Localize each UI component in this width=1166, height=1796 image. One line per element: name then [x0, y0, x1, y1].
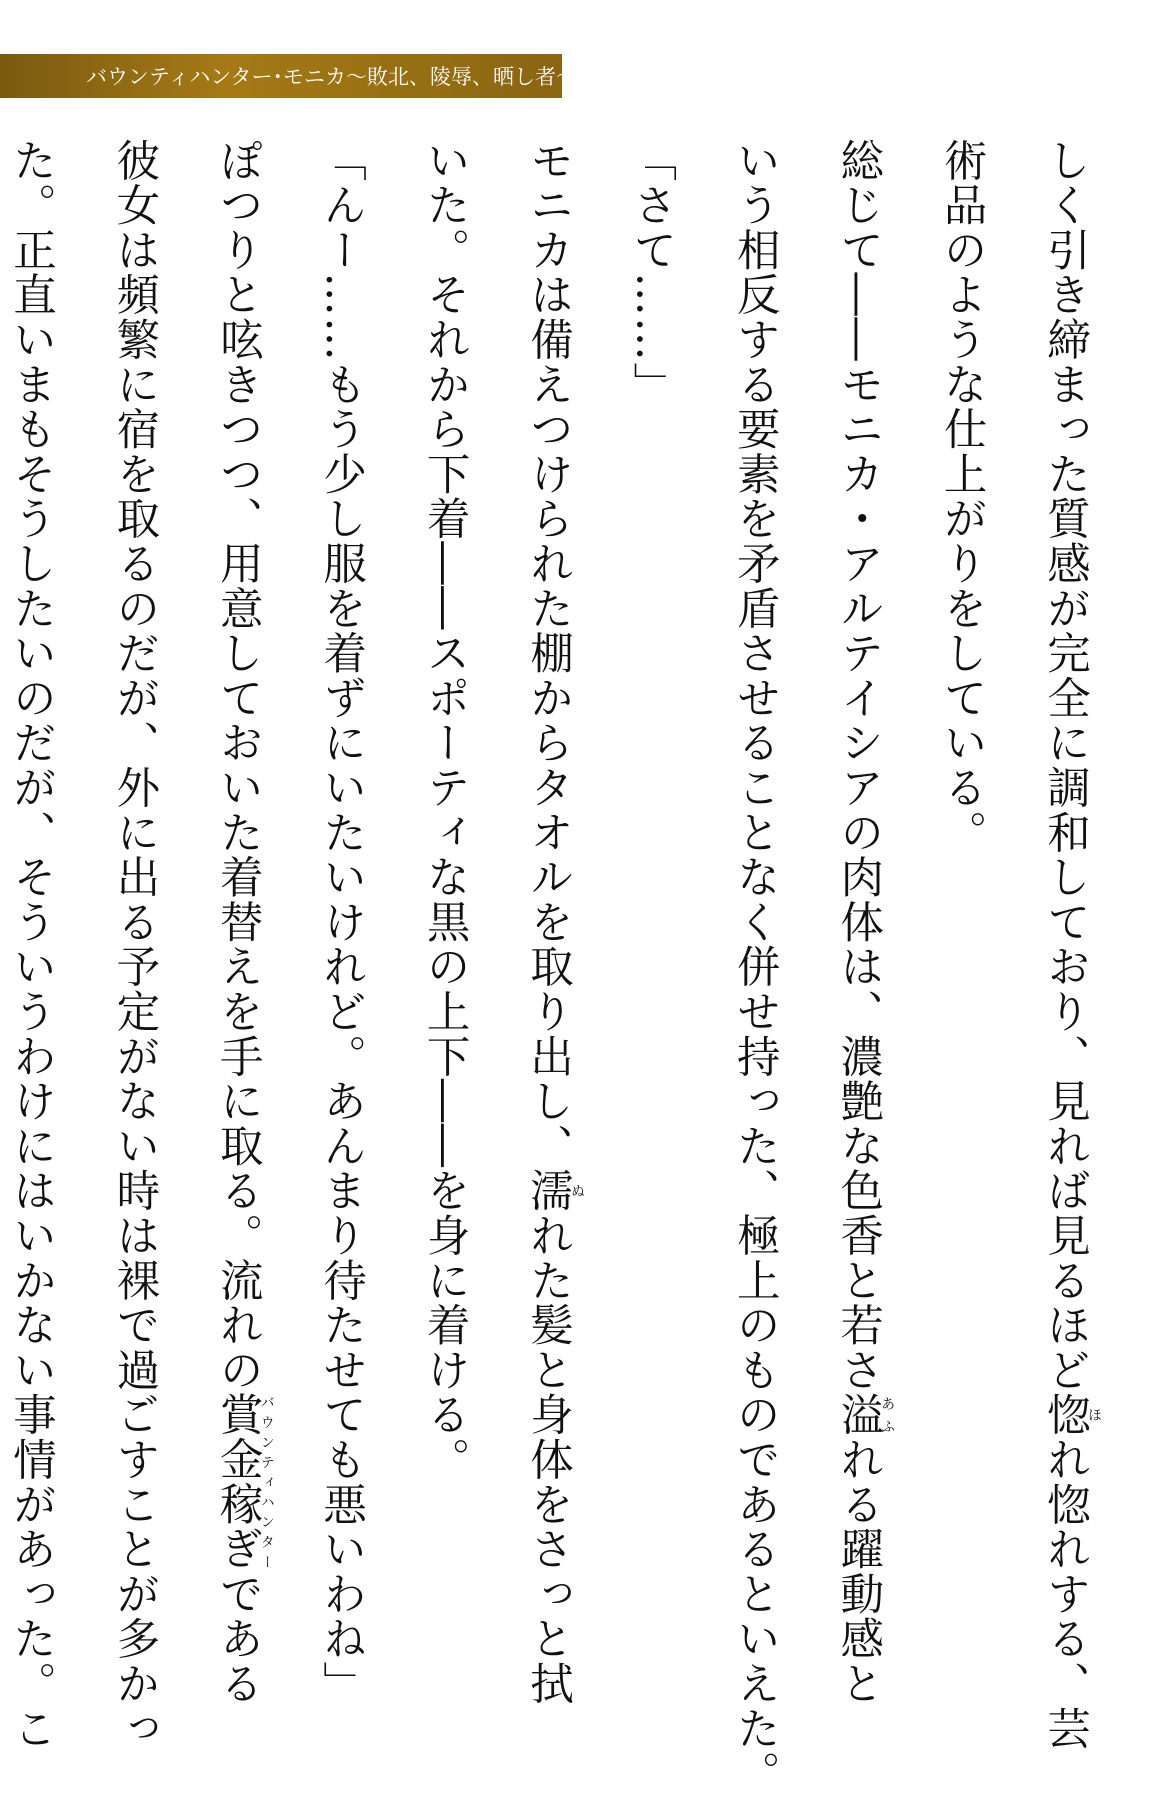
- text-column: [82, 138, 185, 1751]
- text-segment: れる躍動感と: [833, 1437, 884, 1707]
- text-column: [392, 138, 495, 1608]
- text-segment: いた。それから下着――スポーティな黒の上下――を身に着ける。: [419, 138, 470, 1482]
- text-segment: 術品のような仕上がりをしている。: [936, 138, 987, 855]
- text-column: [289, 138, 392, 1706]
- furigana: バウンティハンター: [258, 1392, 275, 1572]
- text-column: [909, 138, 1012, 1608]
- text-segment: モニカは備えつけられた棚からタオルを取り出し、: [522, 138, 573, 1169]
- ruby-base: 惚: [1040, 1392, 1090, 1438]
- furigana: あふ: [879, 1392, 896, 1438]
- text-segment: 総じて――モニカ・アルテイシアの肉体は、濃艶な色香と若さ: [833, 138, 884, 1393]
- text-segment: ぽつりと呟きつつ、用意しておいた着替えを手に取る。流れの: [212, 138, 263, 1393]
- ruby-base: 濡: [522, 1168, 573, 1214]
- text-column: [496, 138, 599, 1707]
- ruby-annotation: [522, 1168, 585, 1214]
- ruby-base: 溢: [833, 1392, 884, 1438]
- text-segment: しく引き締まった質感が完全に調和しており、見れば見るほど: [1040, 138, 1090, 1393]
- text-segment: た。正直いまもそうしたいのだが、そういうわけにはいかない事情があった。こ: [5, 138, 56, 1751]
- text-column: [702, 138, 805, 1796]
- text-segment: 「さて……」: [626, 138, 677, 407]
- text-segment: 「んー……もう少し服を着ずにいたいけれど。あんまり待たせても悪いわね」: [316, 138, 367, 1706]
- text-column: [0, 138, 82, 1751]
- text-column: [806, 138, 909, 1707]
- furigana: ほ: [1086, 1392, 1102, 1438]
- text-column: [599, 138, 702, 1608]
- ruby-annotation: [833, 1392, 896, 1438]
- text-segment: いう相反する要素を矛盾させることなく併せ持った、極上のものであるといえた。: [729, 138, 780, 1796]
- text-segment: れ惚れする、芸: [1040, 1437, 1090, 1751]
- text-column: [185, 138, 288, 1707]
- furigana: ぬ: [568, 1168, 585, 1214]
- text-segment: である: [212, 1571, 263, 1707]
- text-segment: 彼女は頻繁に宿を取るのだが、外に出る予定がない時は裸で過ごすことが多かっ: [109, 138, 160, 1751]
- ruby-base: 賞金稼ぎ: [212, 1392, 263, 1572]
- running-header-title: バウンティハンター･モニカ～敗北、陵辱、晒し者～: [86, 65, 577, 89]
- ruby-annotation: [1040, 1392, 1102, 1438]
- text-column: [1013, 138, 1116, 1751]
- text-segment: れた髪と身体をさっと拭: [522, 1213, 573, 1707]
- ruby-annotation: [212, 1392, 275, 1572]
- vertical-body-text: [5, 138, 1116, 1796]
